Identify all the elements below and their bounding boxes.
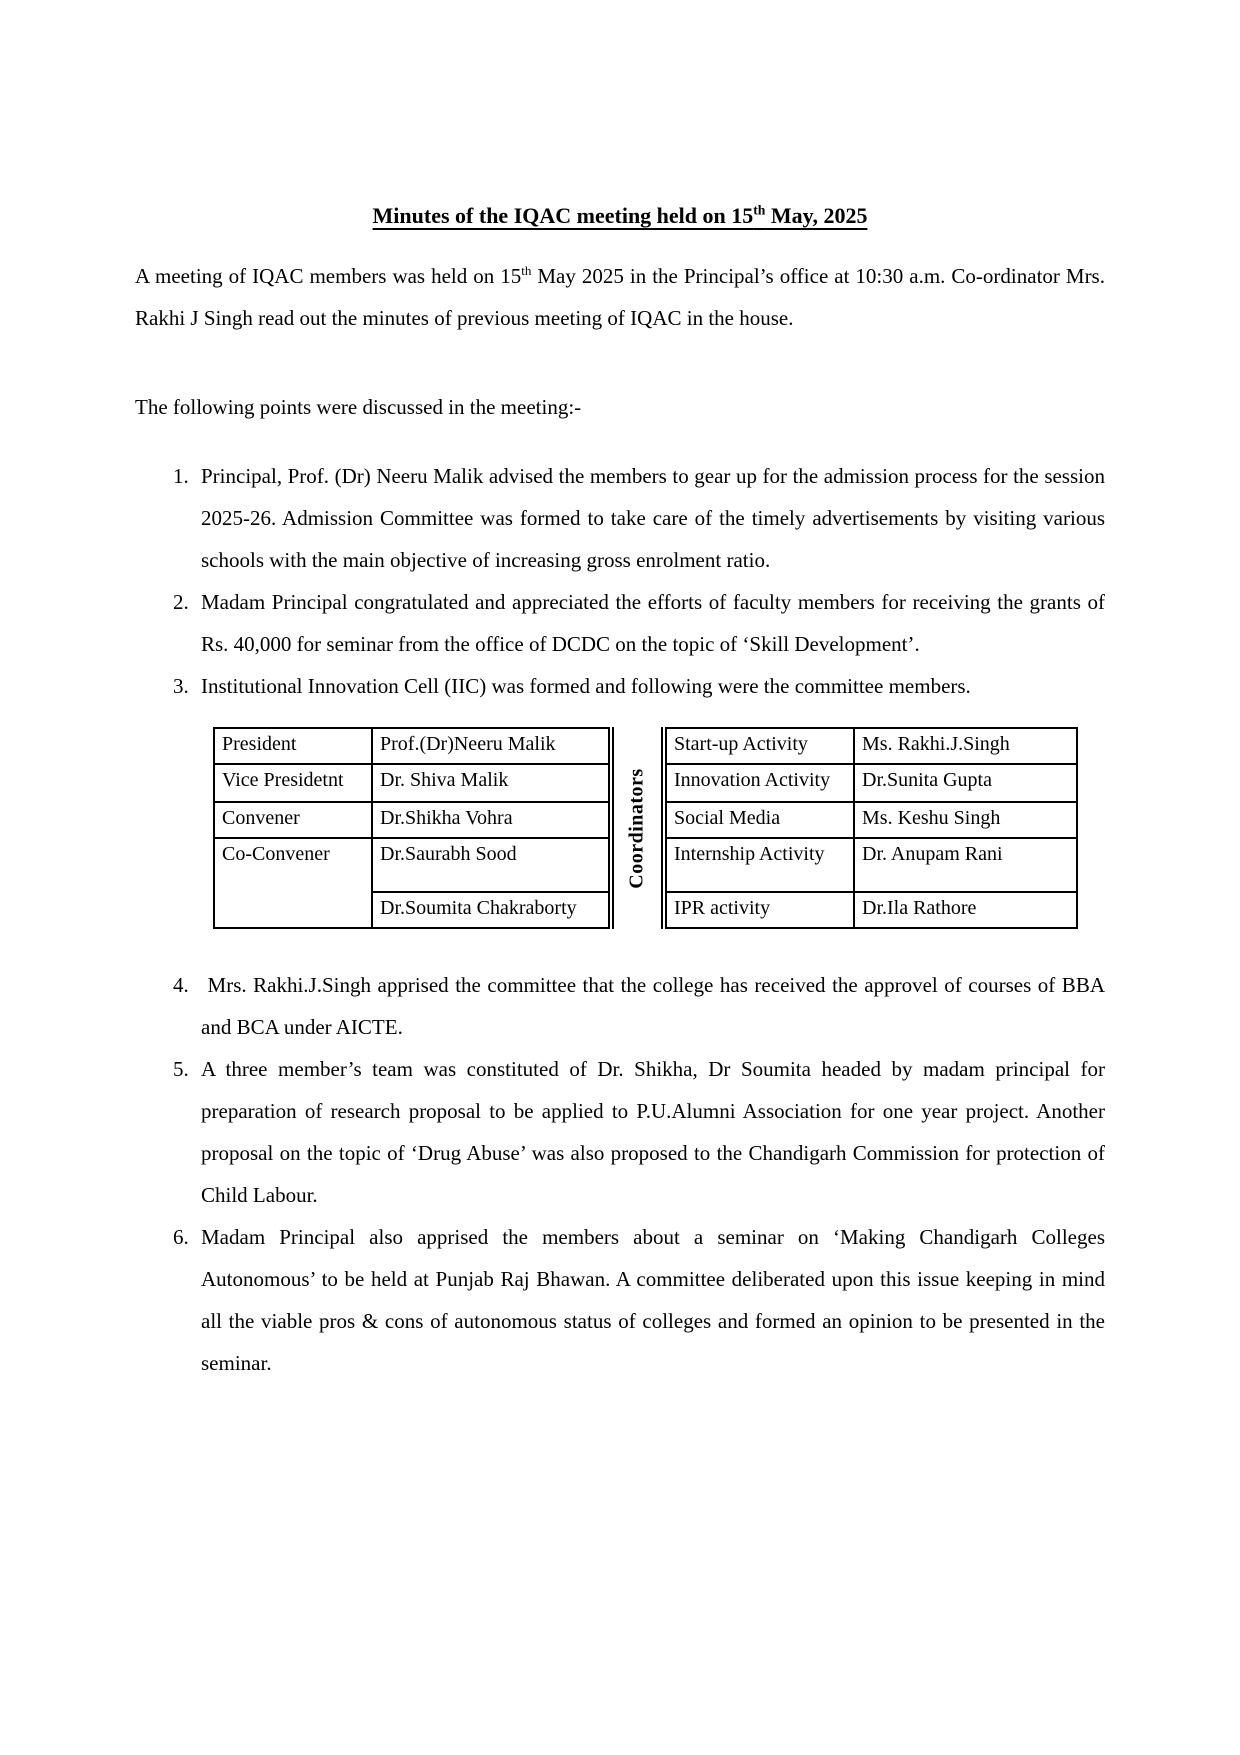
title-text-2: May, 2025 [765, 203, 868, 228]
coordinator-name-cell: Ms. Keshu Singh [854, 802, 1077, 838]
table-row [666, 802, 1077, 838]
coordinators-vertical-label: Coordinators [626, 767, 649, 889]
role-cell: Convener [214, 802, 372, 838]
name-cell: Dr.Saurabh Sood [372, 838, 609, 892]
role-cell: President [214, 728, 372, 764]
intro-paragraph [135, 255, 1105, 339]
coordinators-strip [612, 727, 663, 929]
numbered-list [135, 455, 1105, 1384]
table-row [214, 802, 609, 838]
table-row [214, 728, 609, 764]
list-item-number: 5. [173, 1057, 189, 1081]
table-row [214, 764, 609, 802]
role-cell: Vice Presidetnt [214, 764, 372, 802]
title-superscript: th [753, 202, 766, 218]
intro-superscript: th [521, 263, 532, 278]
activity-cell: IPR activity [666, 892, 854, 928]
list-item-text: Mrs. Rakhi.J.Singh apprised the committee that the college has received the approvel of courses of BBA and BCA under AICTE. [201, 973, 1105, 1039]
list-item-number: 2. [173, 590, 189, 614]
name-cell: Dr.Soumita Chakraborty [372, 892, 609, 928]
coordinator-name-cell: Dr.Sunita Gupta [854, 764, 1077, 802]
activity-cell: Innovation Activity [666, 764, 854, 802]
list-item [135, 665, 1105, 707]
list-item [135, 581, 1105, 665]
list-item-number: 3. [173, 674, 189, 698]
list-item-number: 6. [173, 1225, 189, 1249]
committee-table [213, 727, 1105, 929]
page-title [135, 203, 1105, 229]
name-cell: Dr.Shikha Vohra [372, 802, 609, 838]
list-item-text: Principal, Prof. (Dr) Neeru Malik advised the members to gear up for the admission process for the session 2025-26. Admission Committee was formed to take care of the timely advertisements by visiting various schools with the main objective of increasing gross enrolment ratio. [201, 464, 1105, 572]
list-item-text: Madam Principal also apprised the members about a seminar on ‘Making Chandigarh Colleges Autonomous’ to be held at Punjab Raj Bhawan. A committee deliberated upon this issue keeping in mind all the viable pros & cons of autonomous status of colleges and formed an opinion to be presented in the seminar. [201, 1225, 1105, 1375]
list-item [135, 1048, 1105, 1216]
intro-text-2: May 2025 in the Principal’s office at 10:30 a.m. Co-ordinator Mrs. Rakhi J Singh read out the minutes of previous meeting of IQAC in the house. [135, 264, 1105, 330]
list-item [135, 964, 1105, 1048]
activity-cell: Social Media [666, 802, 854, 838]
committee-table-right-block [665, 727, 1078, 929]
list-item-number: 4. [173, 973, 189, 997]
list-item-number: 1. [173, 464, 189, 488]
table-row [666, 764, 1077, 802]
list-item-text: Madam Principal congratulated and appreciated the efforts of faculty members for receiving the grants of Rs. 40,000 for seminar from the office of DCDC on the topic of ‘Skill Development’. [201, 590, 1105, 656]
coordinator-name-cell: Ms. Rakhi.J.Singh [854, 728, 1077, 764]
table-row [214, 838, 609, 892]
role-cell: Co-Convener [214, 838, 372, 928]
list-item [135, 455, 1105, 581]
activity-cell: Internship Activity [666, 838, 854, 892]
list-item-text: Institutional Innovation Cell (IIC) was formed and following were the committee members. [201, 674, 971, 698]
coordinator-name-cell: Dr. Anupam Rani [854, 838, 1077, 892]
title-text-1: Minutes of the IQAC meeting held on 15 [372, 203, 754, 228]
coordinator-name-cell: Dr.Ila Rathore [854, 892, 1077, 928]
list-item [135, 1216, 1105, 1384]
committee-table-left-block [213, 727, 610, 929]
list-item-text: A three member’s team was constituted of Dr. Shikha, Dr Soumita headed by madam principal for preparation of research proposal to be applied to P.U.Alumni Association for one year project. Another proposal on the topic of ‘Drug Abuse’ was also proposed to the Chandigarh Commission for protection of Child Labour. [201, 1057, 1105, 1207]
table-row [666, 728, 1077, 764]
table-row [666, 892, 1077, 928]
name-cell: Dr. Shiva Malik [372, 764, 609, 802]
lead-paragraph: The following points were discussed in the meeting:- [135, 395, 582, 419]
intro-text-1: A meeting of IQAC members was held on 15 [135, 264, 522, 288]
activity-cell: Start-up Activity [666, 728, 854, 764]
name-cell: Prof.(Dr)Neeru Malik [372, 728, 609, 764]
table-row [666, 838, 1077, 892]
